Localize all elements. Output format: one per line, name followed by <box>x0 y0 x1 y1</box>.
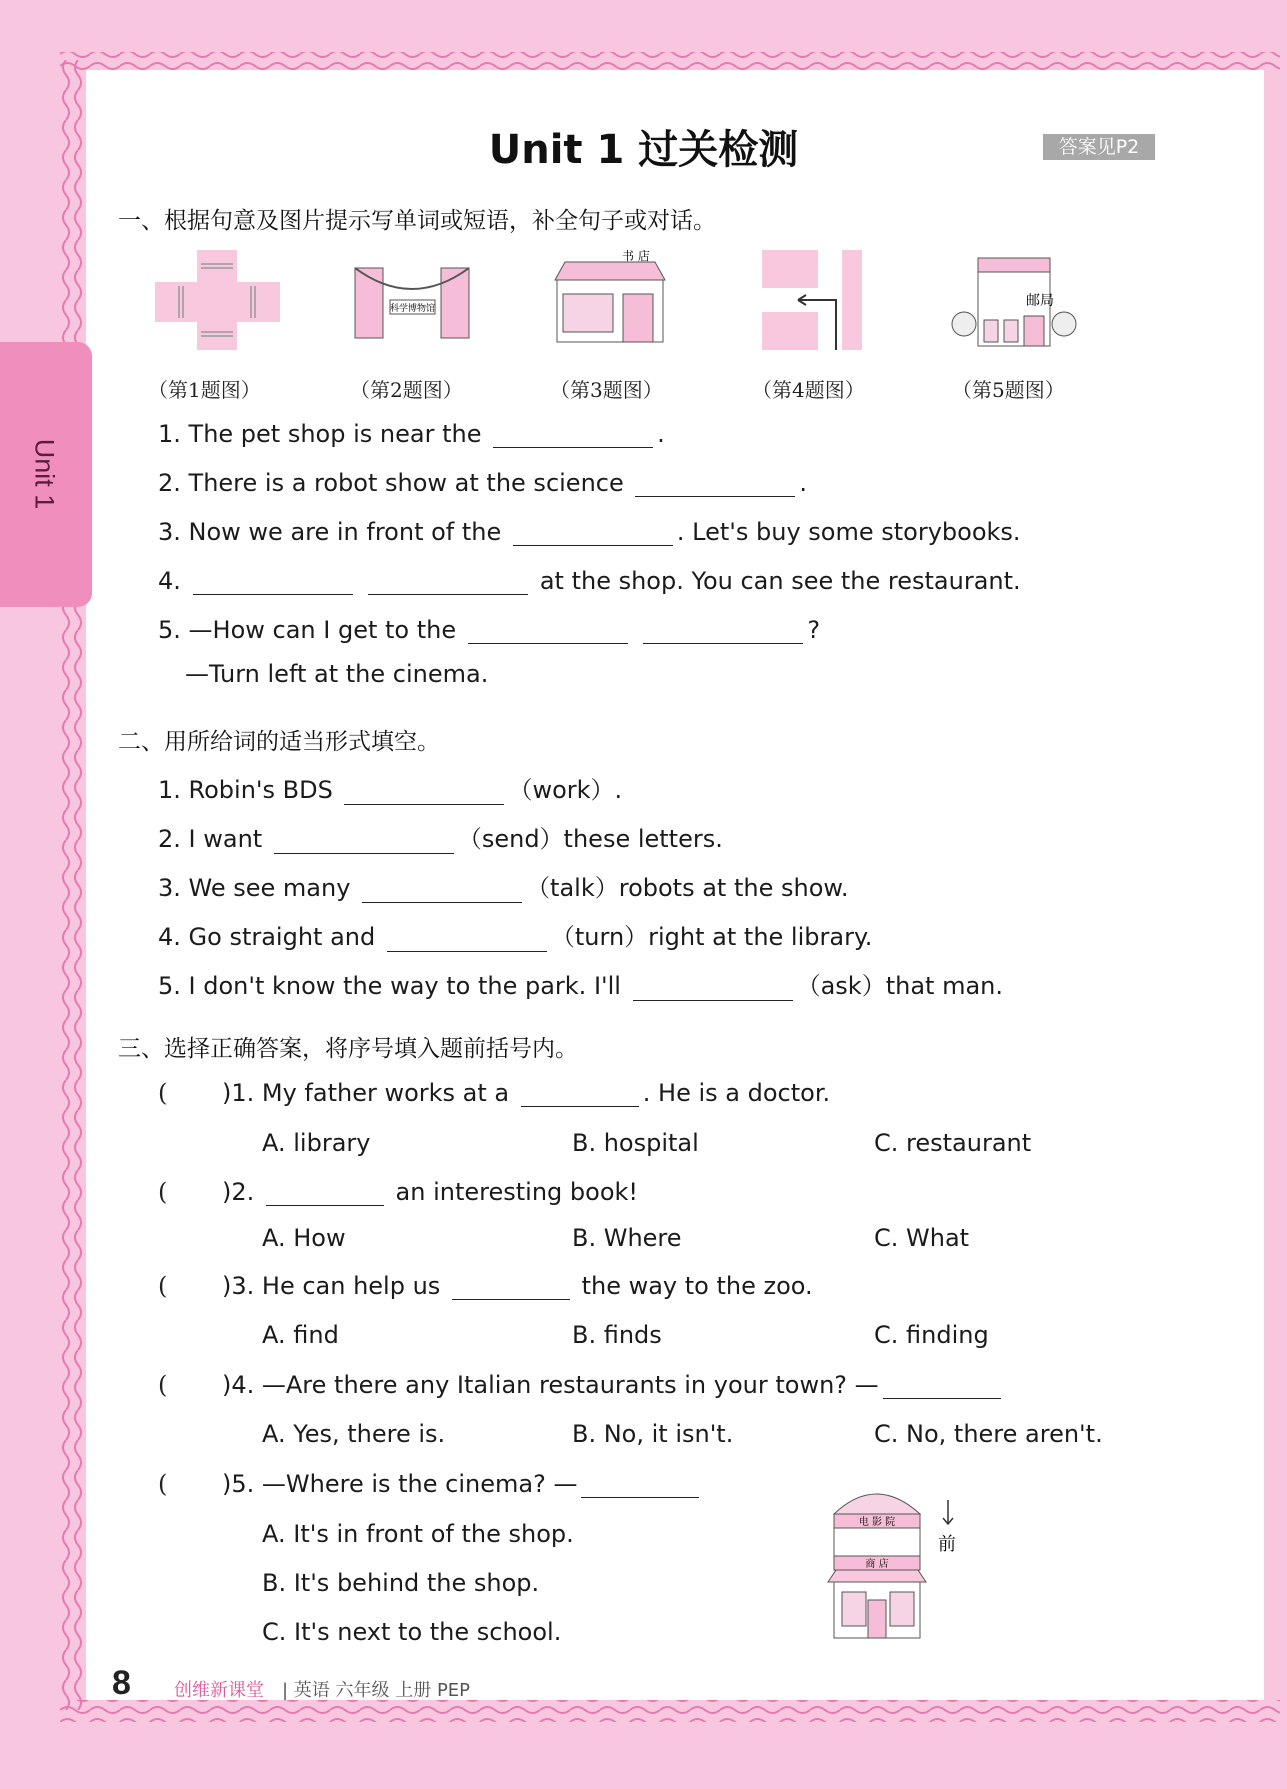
answer-blank[interactable] <box>193 570 353 595</box>
s3-q4-option-c: C. No, there aren't. <box>874 1420 1103 1448</box>
answer-paren-5[interactable]: ( <box>158 1470 168 1498</box>
s1-question-2: 2. There is a robot show at the science . <box>158 469 808 497</box>
svg-text:商 店: 商 店 <box>865 1559 889 1570</box>
s1-question-4: 4. at the shop. You can see the restaurant. <box>158 567 1021 595</box>
answer-paren-3[interactable]: ( <box>158 1272 168 1300</box>
page-title: Unit 1 过关检测 <box>488 127 799 173</box>
svg-text:科学博物馆: 科学博物馆 <box>389 304 436 314</box>
s2-question-1: 1. Robin's BDS （work）. <box>158 776 623 804</box>
answer-blank[interactable] <box>274 829 454 854</box>
s3-q2-option-c: C. What <box>874 1224 970 1252</box>
turn-left-map-picture <box>762 250 862 350</box>
answer-blank[interactable] <box>468 619 628 644</box>
answer-ref-badge: 答案见P2 <box>1043 134 1155 160</box>
svg-text:电 影 院: 电 影 院 <box>858 1517 896 1528</box>
answer-blank[interactable] <box>643 619 803 644</box>
cinema-shop-picture <box>820 1474 980 1649</box>
answer-blank[interactable] <box>883 1374 1001 1399</box>
answer-blank[interactable] <box>266 1181 384 1206</box>
answer-paren-4[interactable]: ( <box>158 1371 168 1399</box>
s3-q1-option-c: C. restaurant <box>874 1129 1032 1157</box>
s3-question-2: )2. an interesting book! <box>222 1178 639 1206</box>
unit-side-tab: Unit 1 <box>0 342 92 607</box>
s3-q1-option-b: B. hospital <box>572 1129 699 1157</box>
answer-blank[interactable] <box>362 878 522 903</box>
caption-4: （第4题图） <box>752 378 865 402</box>
s3-q1-option-a: A. library <box>262 1129 371 1157</box>
svg-text:前: 前 <box>938 1534 956 1555</box>
svg-text:书 店: 书 店 <box>622 250 650 263</box>
s2-question-2: 2. I want （send）these letters. <box>158 825 723 853</box>
answer-blank[interactable] <box>633 976 793 1001</box>
s1-question-5: 5. —How can I get to the ? <box>158 616 821 644</box>
s1-question-3: 3. Now we are in front of the . Let's buy some storybooks. <box>158 518 1021 546</box>
crossroad-picture <box>155 250 280 350</box>
answer-blank[interactable] <box>344 780 504 805</box>
section3-heading: 三、选择正确答案，将序号填入题前括号内。 <box>118 1036 578 1062</box>
caption-2: （第2题图） <box>350 378 463 402</box>
s3-q5-option-b: B. It's behind the shop. <box>262 1569 540 1597</box>
svg-text:邮局: 邮局 <box>1026 293 1054 309</box>
answer-paren-2[interactable]: ( <box>158 1178 168 1206</box>
answer-blank[interactable] <box>521 1082 639 1107</box>
answer-blank[interactable] <box>635 472 795 497</box>
science-museum-picture <box>345 250 480 350</box>
post-office-picture <box>948 250 1078 350</box>
s1-question-1: 1. The pet shop is near the . <box>158 420 665 448</box>
page-number: 8 <box>112 1664 131 1702</box>
s2-question-5: 5. I don't know the way to the park. I'll （ask）that man. <box>158 972 1003 1000</box>
section1-heading: 一、根据句意及图片提示写单词或短语，补全句子或对话。 <box>118 208 716 234</box>
s3-question-1: )1. My father works at a . He is a doctor. <box>222 1079 831 1107</box>
s3-q4-option-b: B. No, it isn't. <box>572 1420 734 1448</box>
answer-blank[interactable] <box>493 423 653 448</box>
footer-book-info: | 英语 六年级 上册 PEP <box>282 1680 471 1701</box>
answer-blank[interactable] <box>581 1473 699 1498</box>
answer-blank[interactable] <box>368 570 528 595</box>
caption-3: （第3题图） <box>550 378 663 402</box>
s3-question-3: )3. He can help us the way to the zoo. <box>222 1272 813 1300</box>
s3-question-4: )4. —Are there any Italian restaurants in your town? — <box>222 1371 1005 1399</box>
s3-q3-option-b: B. finds <box>572 1321 662 1349</box>
caption-1: （第1题图） <box>148 378 261 402</box>
s3-q2-option-b: B. Where <box>572 1224 682 1252</box>
s3-q3-option-a: A. find <box>262 1321 339 1349</box>
bookstore-picture <box>545 250 675 350</box>
s3-q4-option-a: A. Yes, there is. <box>262 1420 446 1448</box>
s3-q5-option-c: C. It's next to the school. <box>262 1618 562 1646</box>
s3-question-5: )5. —Where is the cinema? — <box>222 1470 703 1498</box>
s3-q3-option-c: C. finding <box>874 1321 989 1349</box>
s3-q5-option-a: A. It's in front of the shop. <box>262 1520 574 1548</box>
s1-question-5-reply: —Turn left at the cinema. <box>185 660 489 688</box>
footer-brand: 创维新课堂 <box>174 1680 264 1701</box>
answer-blank[interactable] <box>452 1275 570 1300</box>
s2-question-4: 4. Go straight and （turn）right at the library. <box>158 923 873 951</box>
answer-blank[interactable] <box>513 521 673 546</box>
answer-blank[interactable] <box>387 927 547 952</box>
s3-q2-option-a: A. How <box>262 1224 346 1252</box>
s2-question-3: 3. We see many （talk）robots at the show. <box>158 874 849 902</box>
section2-heading: 二、用所给词的适当形式填空。 <box>118 729 440 755</box>
answer-paren-1[interactable]: ( <box>158 1079 168 1107</box>
caption-5: （第5题图） <box>952 378 1065 402</box>
